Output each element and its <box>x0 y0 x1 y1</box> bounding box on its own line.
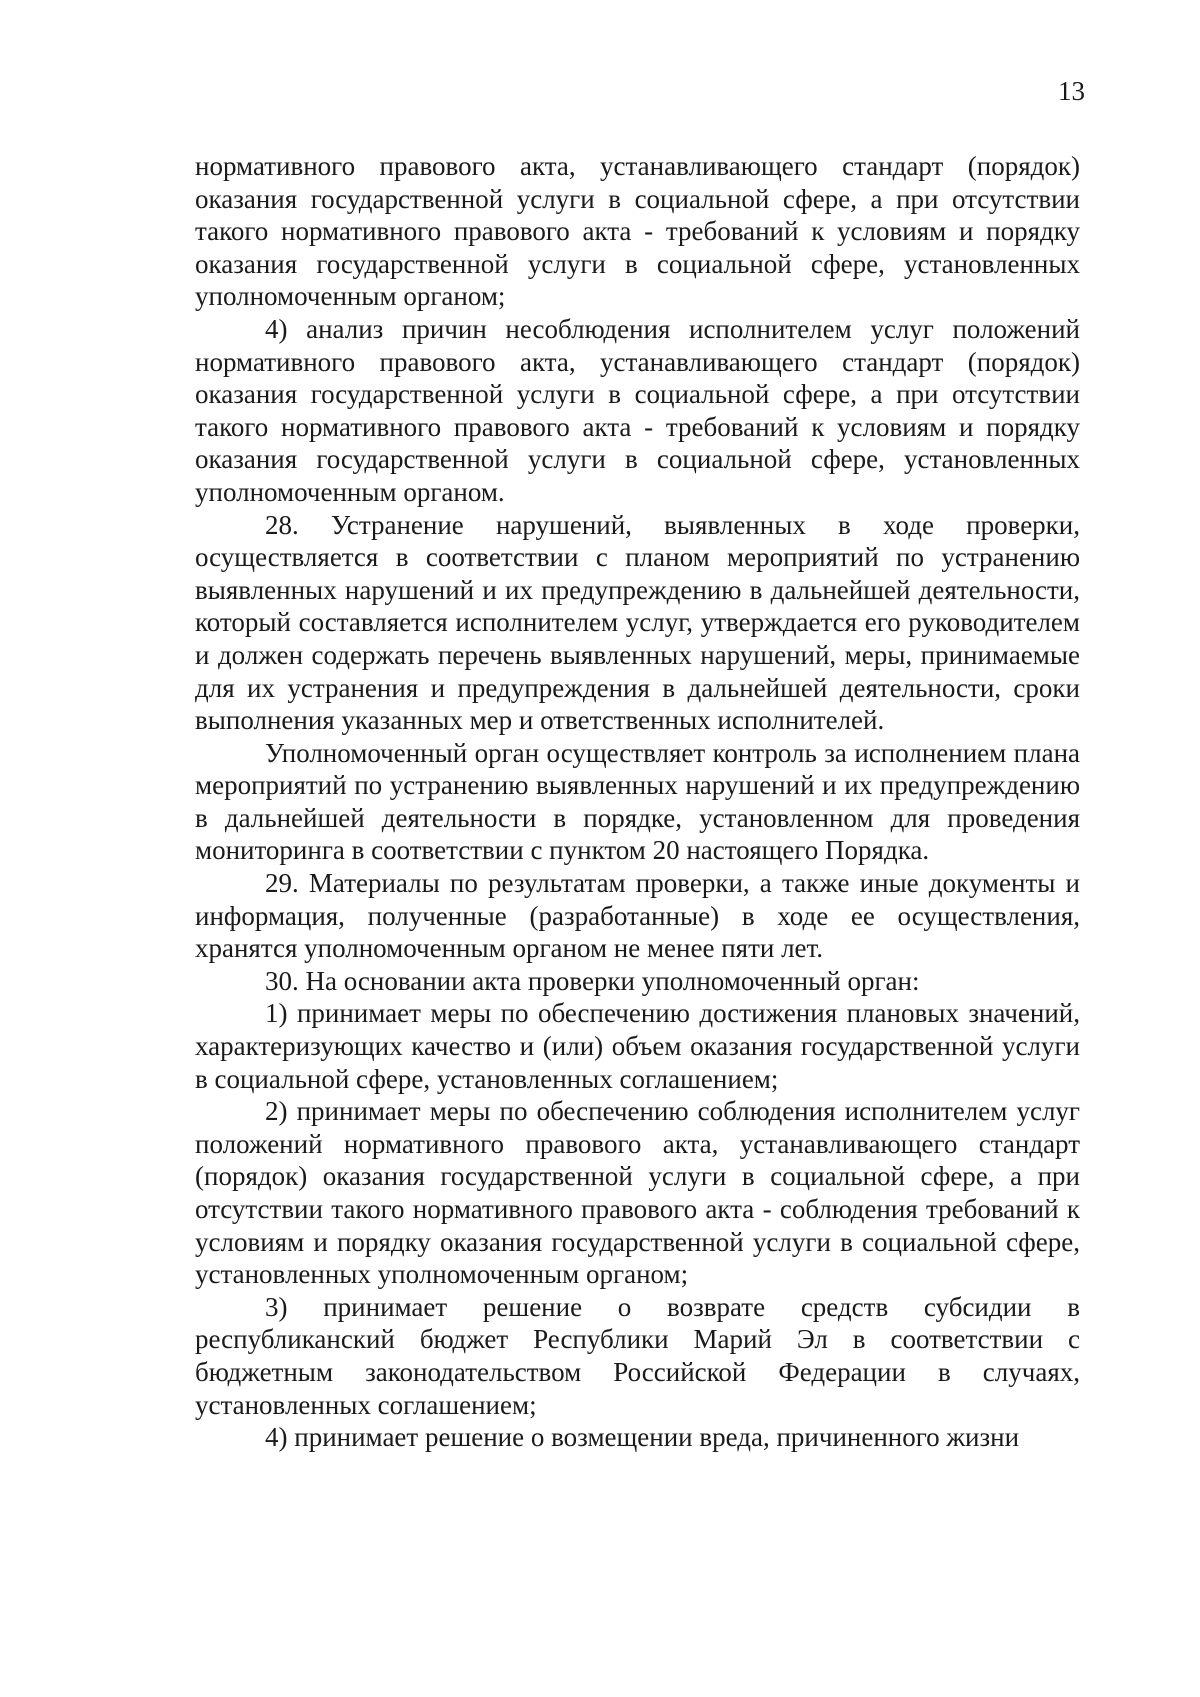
document-body <box>195 150 1080 1454</box>
paragraph: 4) принимает решение о возмещении вреда, причиненного жизни <box>265 1422 1020 1453</box>
page-number: 13 <box>1058 76 1085 106</box>
paragraph: нормативного правового акта, устанавливающего стандарт (порядок) оказания государственной услуги в социальной сфере, а при отсутствии такого нормативного правового акта - требований к условиям и порядку оказания государственной услуги в социальной сфере, установленных уполномоченным органом; <box>195 151 1080 312</box>
paragraph: 29. Материалы по результатам проверки, а также иные документы и информация, полученные (разработанные) в ходе ее осуществления, хранятся уполномоченным органом не менее пяти лет. <box>195 868 1080 964</box>
paragraph: 28. Устранение нарушений, выявленных в ходе проверки, осуществляется в соответствии с планом мероприятий по устранению выявленных нарушений и их предупреждению в дальнейшей деятельности, который составляется исполнителем услуг, утверждается его руководителем и должен содержать перечень выявленных нарушений, меры, принимаемые для их устранения и предупреждения в дальнейшей деятельности, сроки выполнения указанных мер и ответственных исполнителей. <box>195 509 1080 736</box>
paragraph: 4) анализ причин несоблюдения исполнителем услуг положений нормативного правового акта, устанавливающего стандарт (порядок) оказания государственной услуги в социальной сфере, а при отсутствии такого нормативного правового акта - требований к условиям и порядку оказания государственной услуги в социальной сфере, установленных уполномоченным органом. <box>195 313 1080 507</box>
paragraph: Уполномоченный орган осуществляет контроль за исполнением плана мероприятий по устранению выявленных нарушений и их предупреждению в дальнейшей деятельности в порядке, установленном для проведения мониторинга в соответствии с пунктом 20 настоящего Порядка. <box>195 737 1080 866</box>
paragraph: 1) принимает меры по обеспечению достижения плановых значений, характеризующих качество и (или) объем оказания государственной услуги в социальной сфере, установленных соглашением; <box>195 998 1080 1094</box>
paragraph: 3) принимает решение о возврате средств субсидии в республиканский бюджет Республики Марий Эл в соответствии с бюджетным законодательством Российской Федерации в случаях, установленных соглашением; <box>195 1291 1080 1420</box>
paragraph: 2) принимает меры по обеспечению соблюдения исполнителем услуг положений нормативного правового акта, устанавливающего стандарт (порядок) оказания государственной услуги в социальной сфере, а при отсутствии такого нормативного правового акта - соблюдения требований к условиям и порядку оказания государственной услуги в социальной сфере, установленных уполномоченным органом; <box>195 1096 1080 1290</box>
paragraph: 30. На основании акта проверки уполномоченный орган: <box>265 965 920 996</box>
